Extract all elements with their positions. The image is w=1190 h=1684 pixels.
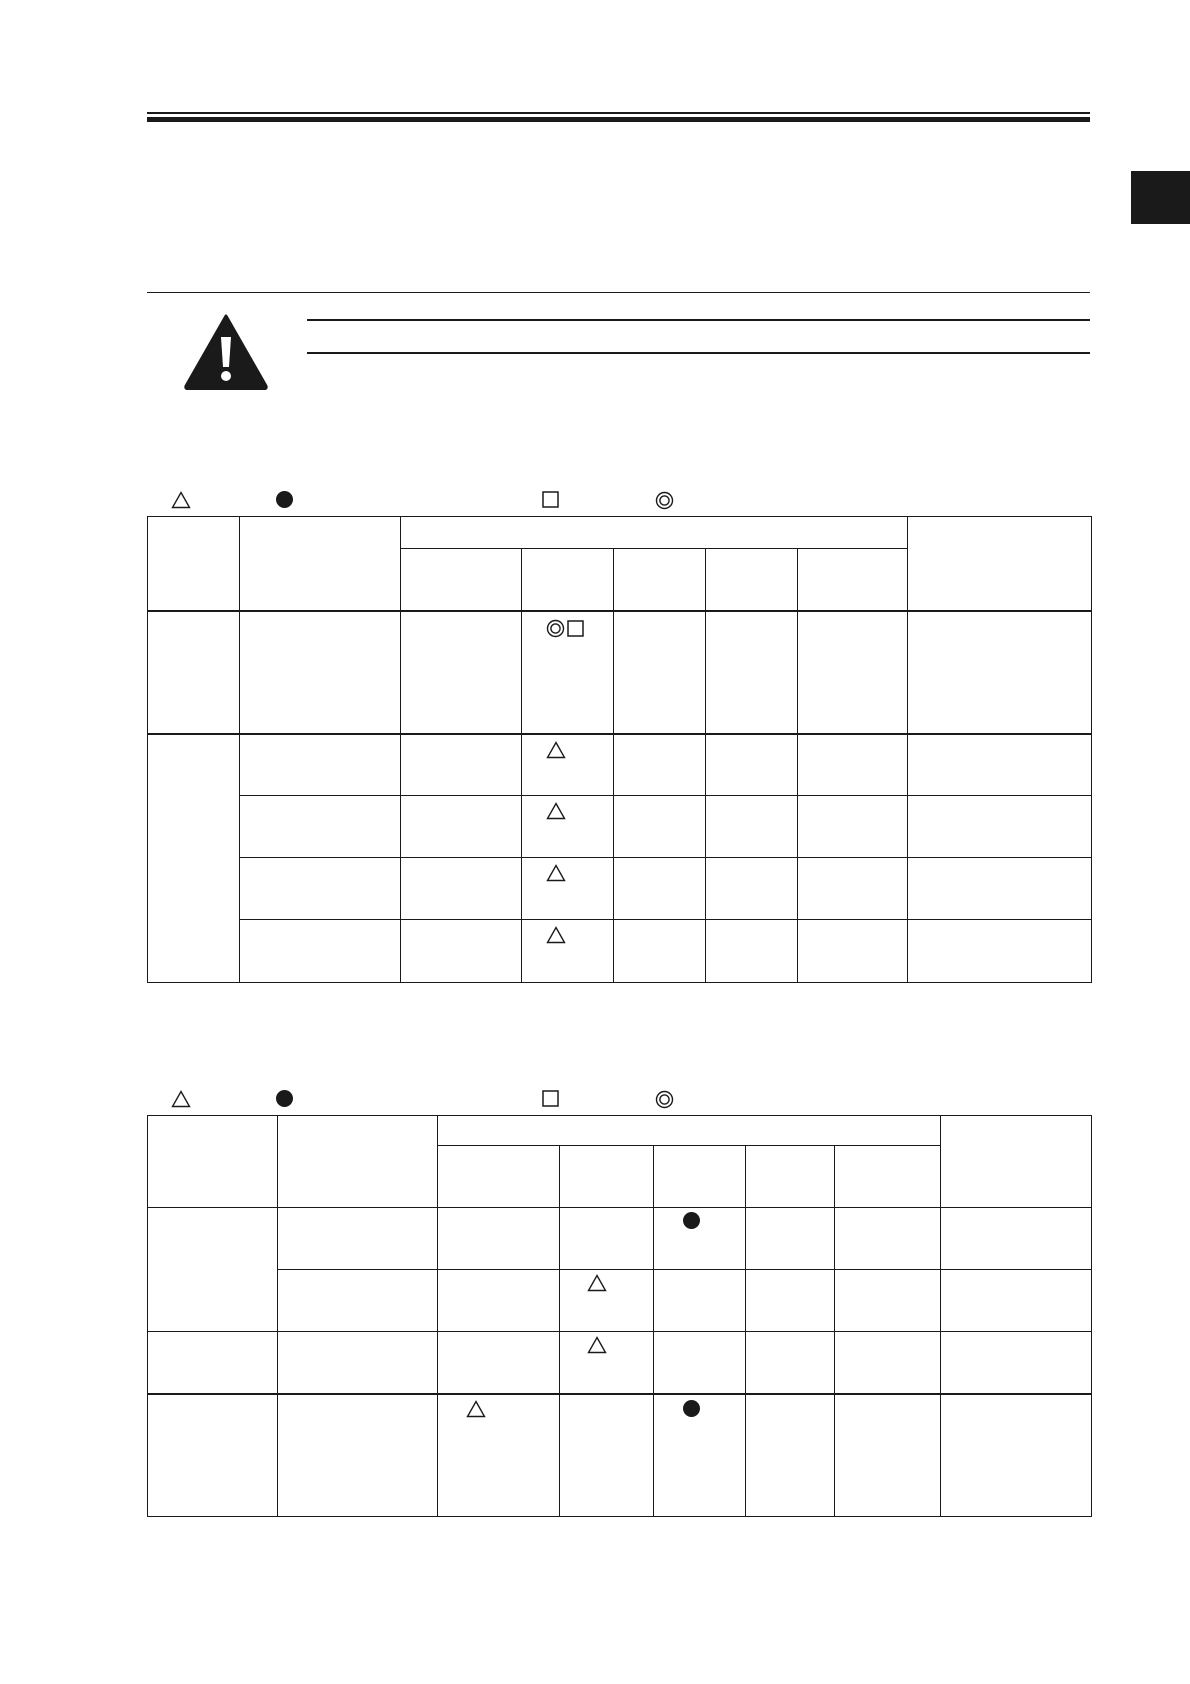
table-2 xyxy=(147,1115,1092,1517)
triangle-icon xyxy=(546,864,566,882)
header-rule-thin xyxy=(147,112,1090,114)
triangle-icon xyxy=(587,1274,607,1292)
triangle-icon xyxy=(546,741,566,759)
table-row xyxy=(148,734,1092,796)
section-tab xyxy=(1131,171,1190,224)
triangle-icon xyxy=(546,926,566,944)
header-cell xyxy=(148,517,240,611)
header-cell xyxy=(240,517,401,611)
table-row xyxy=(148,1208,1092,1270)
double-circle-icon xyxy=(655,1090,674,1109)
filled-circle-icon xyxy=(275,1089,294,1108)
table-row xyxy=(148,858,1092,920)
triangle-icon xyxy=(466,1400,486,1418)
table-1 xyxy=(147,516,1092,983)
warning-rule-bottom xyxy=(307,352,1090,354)
header-subcell xyxy=(654,1146,746,1208)
filled-circle-icon xyxy=(682,1399,701,1418)
double-circle-icon xyxy=(655,491,674,510)
header-subcell xyxy=(438,1146,560,1208)
table-row xyxy=(148,1394,1092,1517)
header-subcell xyxy=(401,549,522,611)
triangle-icon xyxy=(587,1336,607,1354)
header-cell xyxy=(941,1116,1092,1208)
triangle-icon xyxy=(171,491,191,509)
square-icon xyxy=(542,491,559,508)
square-icon xyxy=(567,619,584,638)
table-row xyxy=(148,611,1092,734)
header-cell xyxy=(278,1116,438,1208)
triangle-icon xyxy=(171,1090,191,1108)
header-group-cell xyxy=(438,1116,941,1146)
warning-icon xyxy=(183,313,269,390)
header-rule-thick xyxy=(147,117,1090,122)
header-group-cell xyxy=(401,517,908,549)
header-subcell xyxy=(746,1146,835,1208)
header-cell xyxy=(148,1116,278,1208)
header-subcell xyxy=(522,549,614,611)
table-row xyxy=(148,920,1092,983)
header-subcell xyxy=(614,549,706,611)
warning-rule-top xyxy=(307,319,1090,321)
section-divider xyxy=(147,292,1090,293)
double-circle-icon xyxy=(546,619,565,638)
header-subcell xyxy=(706,549,798,611)
header-subcell xyxy=(798,549,908,611)
filled-circle-icon xyxy=(682,1211,701,1230)
header-subcell xyxy=(835,1146,941,1208)
table-row xyxy=(148,1270,1092,1332)
table-row xyxy=(148,1332,1092,1394)
header-cell xyxy=(908,517,1092,611)
square-icon xyxy=(542,1090,559,1107)
table-row xyxy=(148,796,1092,858)
filled-circle-icon xyxy=(275,490,294,509)
triangle-icon xyxy=(546,802,566,820)
header-subcell xyxy=(560,1146,654,1208)
